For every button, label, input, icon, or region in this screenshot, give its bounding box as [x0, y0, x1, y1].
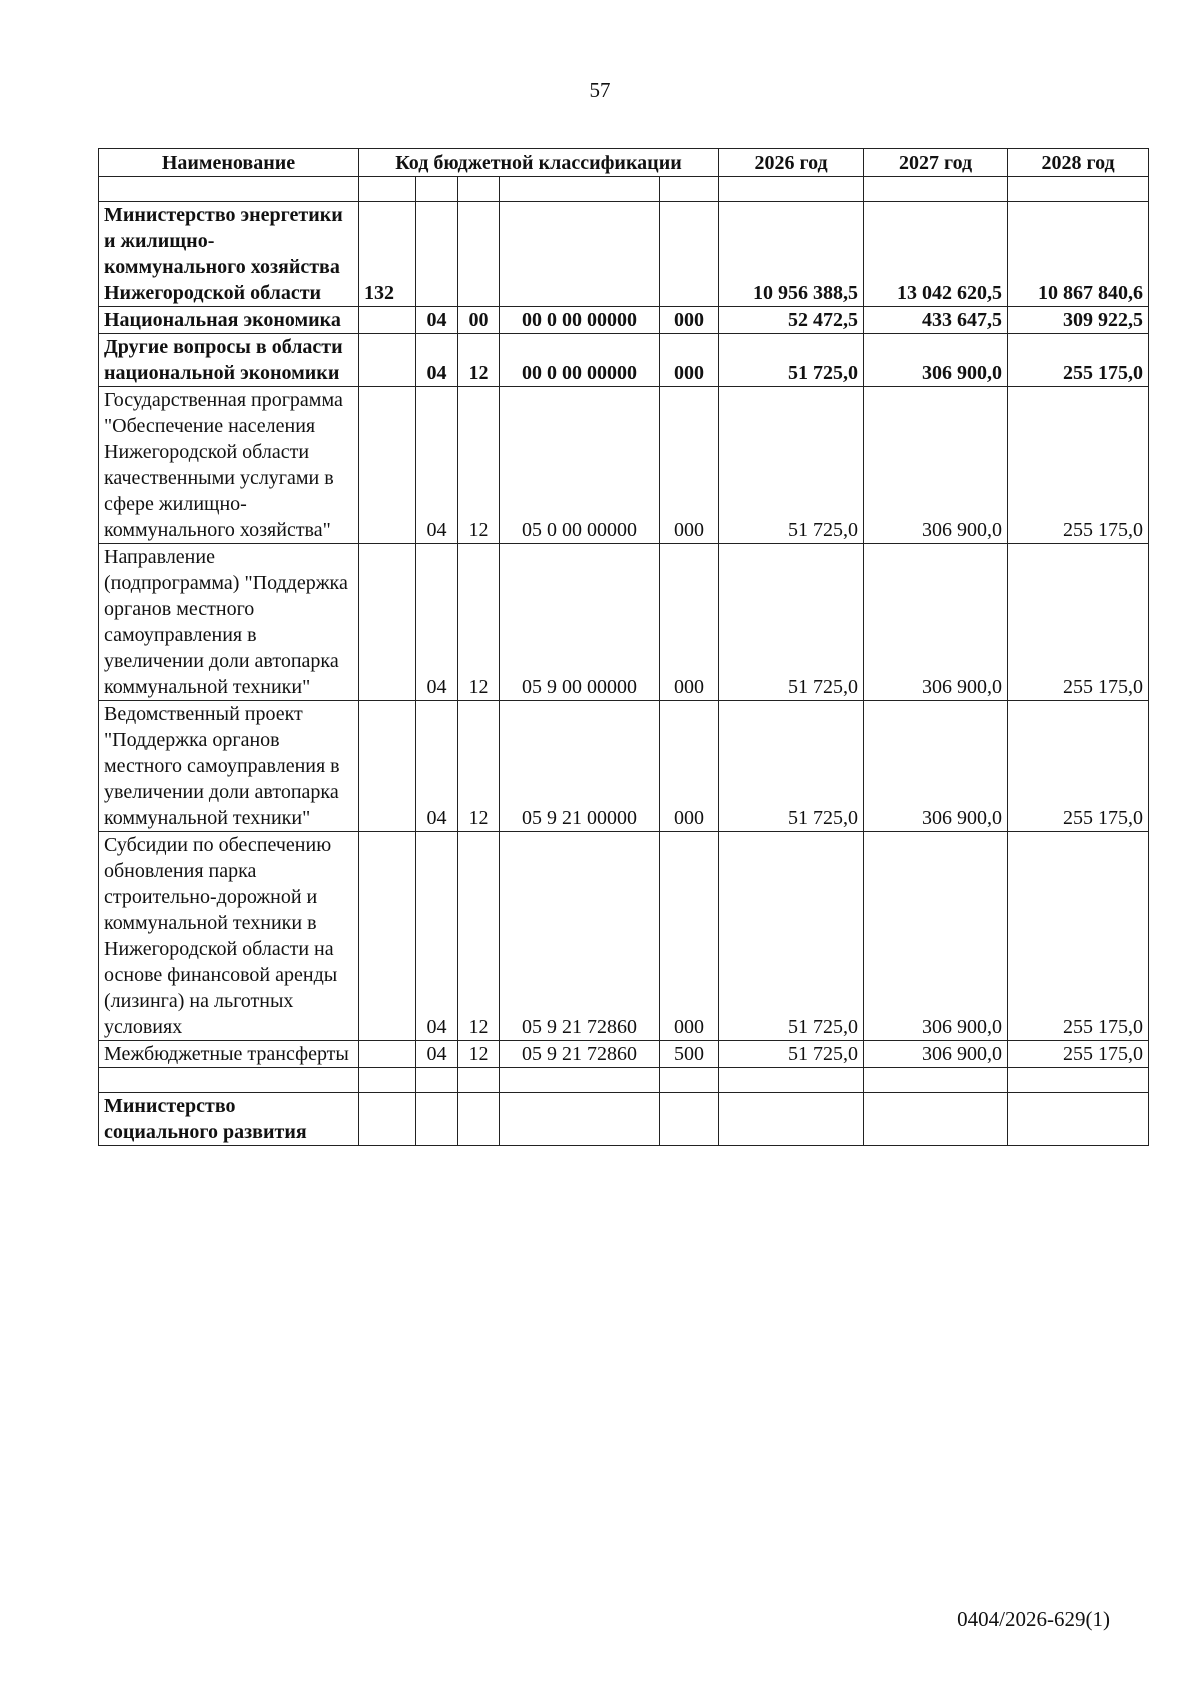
cell-y2026: 51 725,0	[719, 832, 864, 1041]
table-row	[99, 1041, 1149, 1068]
cell-y2028: 255 175,0	[1008, 387, 1149, 544]
cell-subsection: 12	[458, 701, 500, 832]
cell-subsection: 12	[458, 544, 500, 701]
table-row	[99, 544, 1149, 701]
cell-target: 05 0 00 00000	[500, 387, 660, 544]
cell-ministry	[359, 1041, 416, 1068]
cell-subsection: 12	[458, 387, 500, 544]
cell-expense	[660, 202, 719, 307]
cell-y2026: 51 725,0	[719, 387, 864, 544]
cell-target: 00 0 00 00000	[500, 307, 660, 334]
cell-y2026: 51 725,0	[719, 544, 864, 701]
cell-name: Министерство социального развития	[99, 1093, 359, 1146]
cell-name: Субсидии по обеспечению обновления парка строительно-дорожной и коммунальной техники в Нижегородской области на основе финансовой аренды (лизинга) на льготных условиях	[99, 832, 359, 1041]
cell-y2028: 255 175,0	[1008, 544, 1149, 701]
cell-target	[500, 1093, 660, 1146]
cell-expense: 000	[660, 832, 719, 1041]
cell-subsection: 00	[458, 307, 500, 334]
cell-expense	[660, 1093, 719, 1146]
cell-ministry	[359, 307, 416, 334]
header-code: Код бюджетной классификации	[359, 149, 719, 177]
cell-section: 04	[416, 387, 458, 544]
cell-y2027: 306 900,0	[864, 832, 1008, 1041]
cell-y2026: 10 956 388,5	[719, 202, 864, 307]
cell-expense: 500	[660, 1041, 719, 1068]
cell-subsection	[458, 1093, 500, 1146]
cell-subsection: 12	[458, 1041, 500, 1068]
page-number: 57	[589, 78, 611, 102]
header-2026: 2026 год	[719, 149, 864, 177]
cell-y2027	[864, 1093, 1008, 1146]
cell-y2028: 10 867 840,6	[1008, 202, 1149, 307]
cell-section: 04	[416, 1041, 458, 1068]
cell-target: 00 0 00 00000	[500, 334, 660, 387]
table-row	[99, 202, 1149, 307]
cell-section	[416, 1093, 458, 1146]
table-row	[99, 387, 1149, 544]
cell-subsection: 12	[458, 832, 500, 1041]
cell-name: Межбюджетные трансферты	[99, 1041, 359, 1068]
cell-ministry: 132	[359, 202, 416, 307]
cell-target: 05 9 21 72860	[500, 832, 660, 1041]
table-body	[99, 202, 1149, 1146]
cell-y2028	[1008, 1093, 1149, 1146]
table-row	[99, 334, 1149, 387]
cell-y2027: 13 042 620,5	[864, 202, 1008, 307]
header-2027: 2027 год	[864, 149, 1008, 177]
cell-ministry	[359, 1093, 416, 1146]
cell-target: 05 9 21 00000	[500, 701, 660, 832]
table-row	[99, 832, 1149, 1041]
cell-y2026: 51 725,0	[719, 1041, 864, 1068]
cell-ministry	[359, 387, 416, 544]
cell-y2027: 306 900,0	[864, 701, 1008, 832]
cell-subsection	[458, 202, 500, 307]
cell-y2026: 52 472,5	[719, 307, 864, 334]
cell-y2026: 51 725,0	[719, 701, 864, 832]
cell-expense: 000	[660, 307, 719, 334]
cell-y2027: 306 900,0	[864, 387, 1008, 544]
cell-name: Другие вопросы в области национальной экономики	[99, 334, 359, 387]
document-number: 0404/2026-629(1)	[957, 1607, 1110, 1631]
table-row	[99, 1093, 1149, 1146]
cell-ministry	[359, 701, 416, 832]
cell-name: Национальная экономика	[99, 307, 359, 334]
table-spacer-row	[99, 177, 1149, 202]
cell-y2027: 306 900,0	[864, 544, 1008, 701]
cell-y2026	[719, 1093, 864, 1146]
budget-table	[98, 148, 1149, 1146]
cell-ministry	[359, 832, 416, 1041]
cell-name: Государственная программа "Обеспечение населения Нижегородской области качественными услугами в сфере жилищно-коммунального хозяйства"	[99, 387, 359, 544]
cell-expense: 000	[660, 387, 719, 544]
cell-expense: 000	[660, 701, 719, 832]
cell-section: 04	[416, 334, 458, 387]
cell-section: 04	[416, 307, 458, 334]
cell-target	[500, 202, 660, 307]
cell-subsection: 12	[458, 334, 500, 387]
cell-section: 04	[416, 832, 458, 1041]
table-row	[99, 701, 1149, 832]
cell-y2027: 306 900,0	[864, 1041, 1008, 1068]
cell-ministry	[359, 544, 416, 701]
cell-y2028: 255 175,0	[1008, 832, 1149, 1041]
cell-y2026: 51 725,0	[719, 334, 864, 387]
cell-name: Направление (подпрограмма) "Поддержка органов местного самоуправления в увеличении доли автопарка коммунальной техники"	[99, 544, 359, 701]
table-row	[99, 307, 1149, 334]
cell-y2027: 433 647,5	[864, 307, 1008, 334]
header-name: Наименование	[99, 149, 359, 177]
cell-name: Министерство энергетики и жилищно-коммунального хозяйства Нижегородской области	[99, 202, 359, 307]
cell-y2027: 306 900,0	[864, 334, 1008, 387]
table-spacer-row	[99, 1068, 1149, 1093]
cell-ministry	[359, 334, 416, 387]
cell-expense: 000	[660, 544, 719, 701]
cell-section: 04	[416, 701, 458, 832]
header-2028: 2028 год	[1008, 149, 1149, 177]
cell-target: 05 9 00 00000	[500, 544, 660, 701]
cell-y2028: 255 175,0	[1008, 334, 1149, 387]
cell-y2028: 255 175,0	[1008, 701, 1149, 832]
table-header-row	[99, 149, 1149, 177]
cell-section: 04	[416, 544, 458, 701]
cell-y2028: 309 922,5	[1008, 307, 1149, 334]
cell-name: Ведомственный проект "Поддержка органов местного самоуправления в увеличении доли автопарка коммунальной техники"	[99, 701, 359, 832]
cell-expense: 000	[660, 334, 719, 387]
cell-y2028: 255 175,0	[1008, 1041, 1149, 1068]
cell-target: 05 9 21 72860	[500, 1041, 660, 1068]
cell-section	[416, 202, 458, 307]
